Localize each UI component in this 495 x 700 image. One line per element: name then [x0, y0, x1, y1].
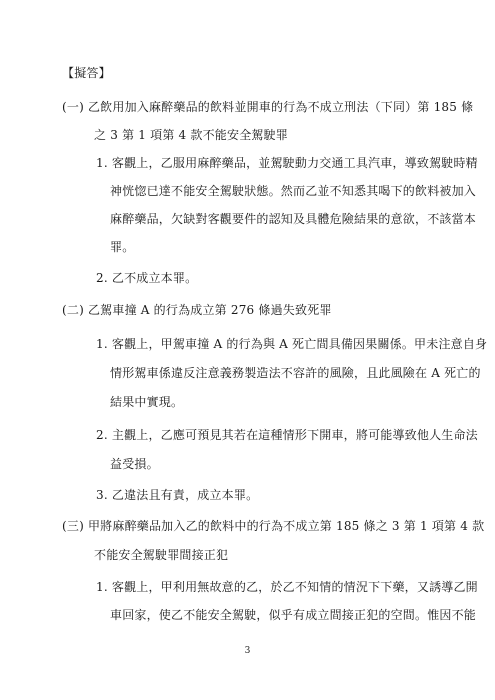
section-3-item-1-line-2: 車回家，使乙不能安全駕駛，似乎有成立間接正犯的空間。惟因不能	[110, 608, 477, 622]
section-1-heading-line-2: 之 3 第 1 項第 4 款不能安全駕駛罪	[94, 128, 288, 142]
section-1-item-1-line-3: 麻醉藥品，欠缺對客觀要件的認知及具體危險結果的意欲，不該當本	[110, 212, 477, 226]
section-2-item-2-line-1: 2. 主觀上，乙應可預見其若在這種情形下開車，將可能導致他人生命法	[96, 428, 478, 442]
section-1-item-1-line-2: 神恍惚已達不能安全駕駛狀態。然而乙並不知悉其喝下的飲料被加入	[110, 184, 477, 198]
section-3-heading-line-1: (三) 甲將麻醉藥品加入乙的飲料中的行為不成立第 185 條之 3 第 1 項第 4 款	[62, 519, 485, 533]
answer-heading: 【擬答】	[62, 66, 111, 80]
section-1-heading-line-1: (一) 乙飲用加入麻醉藥品的飲料並開車的行為不成立刑法（下同）第 185 條	[62, 100, 474, 114]
section-3-heading-line-2: 不能安全駕駛罪間接正犯	[94, 548, 229, 562]
section-2-item-1-line-1: 1. 客觀上，甲駕車撞 A 的行為與 A 死亡間具備因果關係。甲未注意自身	[96, 337, 488, 351]
section-2-item-1-line-2: 情形駕車係違反注意義務製造法不容許的風險，且此風險在 A 死亡的	[110, 366, 481, 380]
page-number: 3	[244, 646, 251, 656]
section-1-item-2: 2. 乙不成立本罪。	[96, 271, 198, 285]
section-3-item-1-line-1: 1. 客觀上，甲利用無故意的乙，於乙不知情的情況下下藥，又誘導乙開	[96, 580, 478, 594]
section-1-item-1-line-4: 罪。	[110, 240, 135, 254]
section-2-item-2-line-2: 益受損。	[110, 457, 159, 471]
section-1-item-1-line-1: 1. 客觀上，乙服用麻醉藥品，並駕駛動力交通工具汽車，導致駕駛時精	[96, 156, 478, 170]
section-2-item-1-line-3: 結果中實現。	[110, 395, 184, 409]
section-2-heading: (二) 乙駕車撞 A 的行為成立第 276 條過失致死罪	[62, 303, 332, 317]
section-2-item-3: 3. 乙違法且有責，成立本罪。	[96, 488, 259, 502]
